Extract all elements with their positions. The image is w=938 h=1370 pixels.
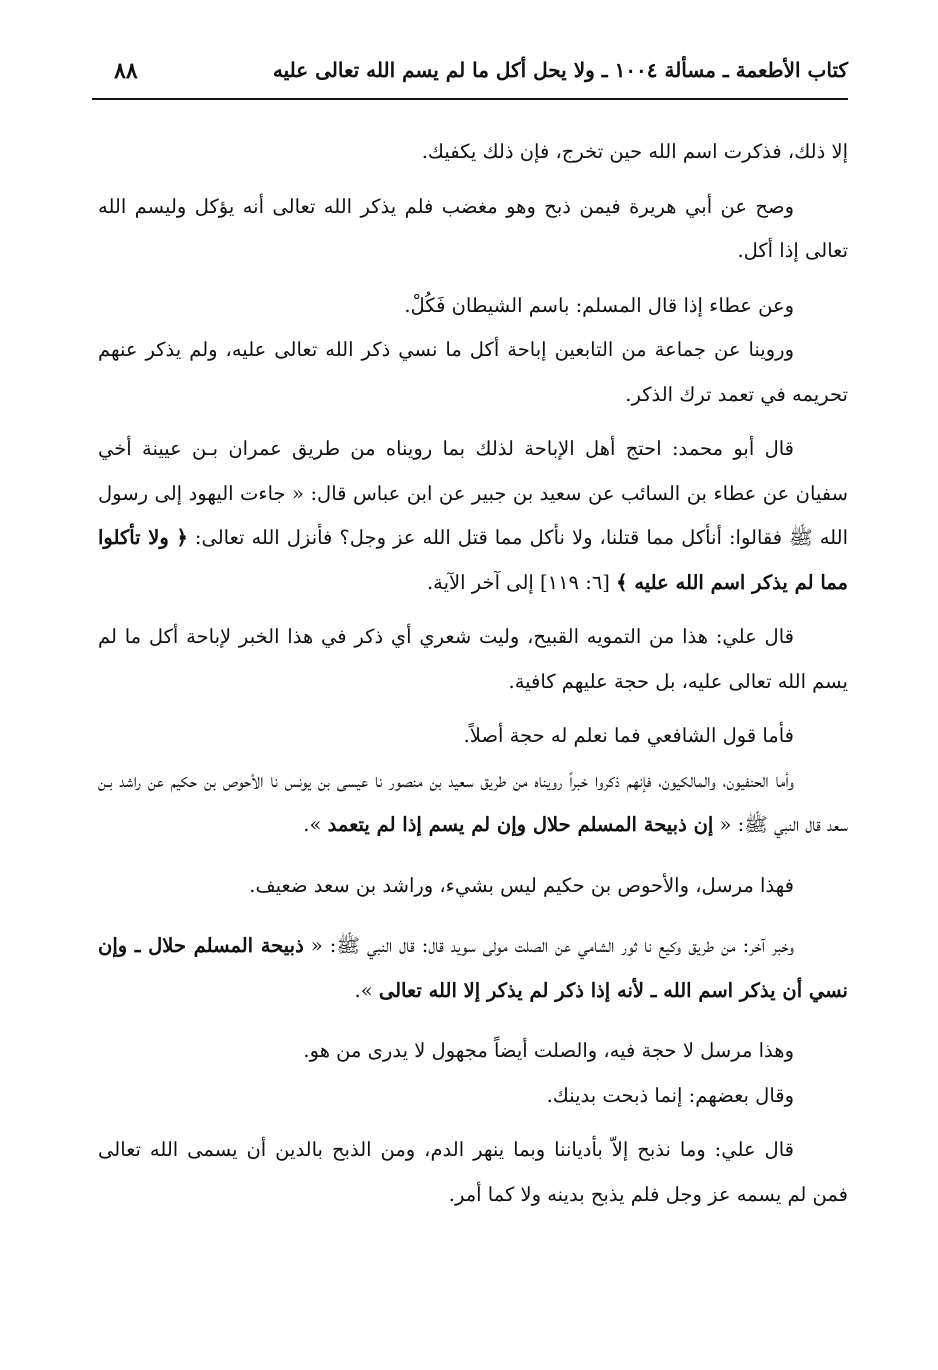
- paragraph-1: إلا ذلك، فذكرت اسم الله حين تخرج، فإن ذلك يكفيك.: [421, 140, 848, 163]
- paragraph-12: وقال بعضهم: إنما ذبحت بدينك.: [546, 1083, 794, 1107]
- paragraph-10: [98, 924, 848, 1013]
- paragraph-3: وعن عطاء إذا قال المسلم: باسم الشيطان فَكُلْ.: [404, 293, 794, 317]
- quran-quote: ﴿ ولا تأكلوا مما لم يذكر اسم الله عليه ﴾: [98, 526, 848, 594]
- header-title: كتاب الأطعمة ـ مسألة ١٠٠٤ ـ ولا يحل أكل ما لم يسم الله تعالى عليه: [272, 58, 848, 82]
- running-header: [92, 52, 848, 96]
- body-text: [98, 130, 848, 1217]
- paragraph-8-text: وأما الحنفيون، والمالكيون، فإنهم ذكروا خبراً رويناه من طريق سعيد بن منصور نا عيسى بن يونس نا الأحوص بن حكيم عن راشد بـن سعد قال النبي ﷺ: «: [98, 768, 848, 836]
- paragraph-7: فأما قول الشافعي فما نعلم له حجة أصلاً.: [463, 724, 794, 747]
- paragraph-9: فهذا مرسل، والأحوص بن حكيم ليس بشيء، وراشد بن سعد ضعيف.: [249, 873, 794, 897]
- paragraph-11: وهذا مرسل لا حجة فيه، والصلت أيضاً مجهول لا يدرى من هو.: [303, 1039, 794, 1062]
- paragraph-6: قال علي: هذا من التمويه القبيح، وليت شعري أي ذكر في هذا الخبر لإباحة أكل ما لم يسم الله تعالى عليه، بل حجة عليهم كافية.: [98, 625, 848, 693]
- paragraph-13: قال علي: وما نذبح إلاّ بأدياننا وبما ينهر الدم، ومن الذبح بالدين أن يسمى الله تعالى فمن لم يسمه عز وجل فلم يذبح بدينه ولا كما أمر.: [98, 1138, 848, 1206]
- page-number: ٨٨: [114, 58, 138, 84]
- paragraph-4: وروينا عن جماعة من التابعين إباحة أكل ما نسي ذكر الله تعالى عليه، ولم يذكر عنهم تحريمه في تعمد ترك الذكر.: [98, 338, 848, 406]
- paragraph-5-text: قال أبو محمد: احتج أهل الإباحة لذلك بما رويناه من طريق عمران بـن عيينة أخي سفيان عن عطاء بن السائب عن سعيد بن جبير عن ابن عباس قال: « جاءت اليهود إلى رسول الله ﷺ فقالوا: أنأكل مما قتلنا، ولا نأكل مما قتل الله عز وجل؟ فأنزل الله تعالى:: [98, 437, 848, 549]
- paragraph-8-close: ».: [303, 813, 328, 836]
- paragraph-8: [98, 759, 848, 848]
- paragraph-2: وصح عن أبي هريرة فيمن ذبح وهو مغضب فلم يذكر الله تعالى أنه يؤكل وليسم الله تعالى إذا أكل.: [98, 194, 848, 262]
- hadith-quote-2: ذبيحة المسلم حلال ـ وإن نسي أن يذكر اسم الله ـ لأنه إذا ذكر لم يذكر إلا الله تعالى: [98, 934, 848, 1002]
- hadith-quote-1: إن ذبيحة المسلم حلال وإن لم يسم إذا لم يتعمد: [327, 813, 714, 836]
- paragraph-10-text: وخبر آخر: من طريق وكيع نا ثور الشامي عن الصلت مولى سويد قال: قال النبي ﷺ: «: [303, 934, 794, 957]
- header-rule: [92, 98, 848, 100]
- paragraph-10-close: ».: [354, 978, 379, 1002]
- paragraph-5-citation: [٦: ١١٩] إلى آخر الآية.: [426, 570, 617, 594]
- paragraph-5: [98, 427, 848, 605]
